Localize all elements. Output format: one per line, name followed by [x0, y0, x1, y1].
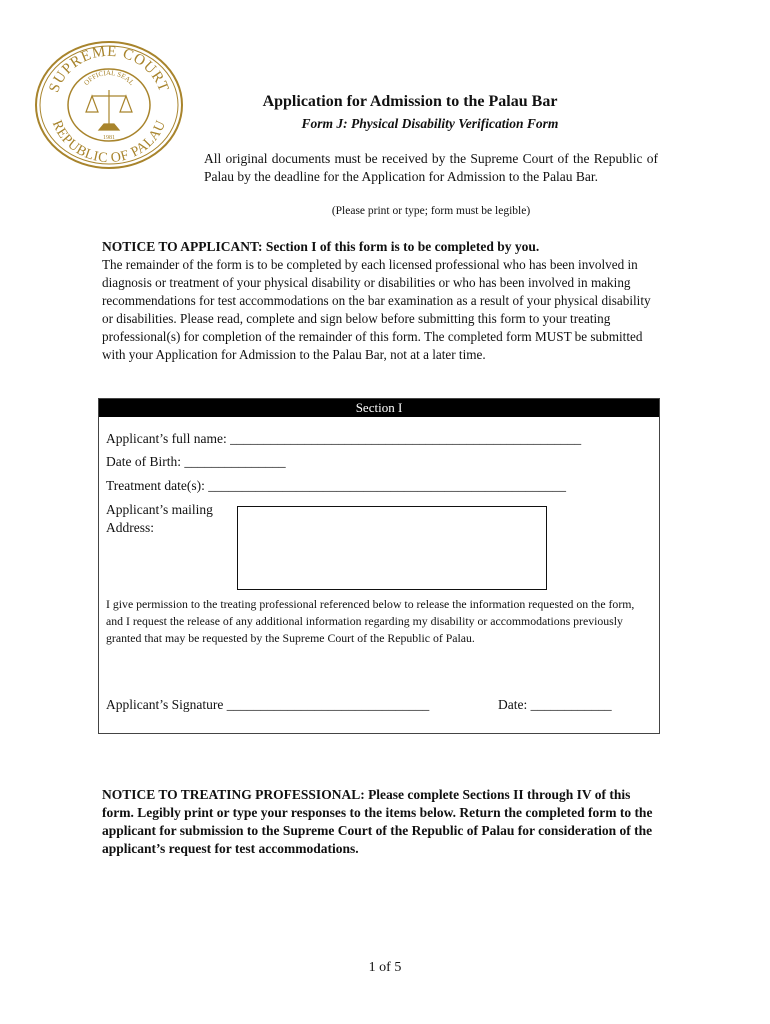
seal-year: 1981: [103, 135, 115, 141]
treatment-dates-label: Treatment date(s):: [106, 478, 205, 493]
full-name-label: Applicant’s full name:: [106, 431, 227, 446]
signature-line[interactable]: ______________________________: [226, 697, 430, 712]
signature-label: Applicant’s Signature: [106, 697, 224, 712]
section-1: [98, 398, 660, 734]
dob-line[interactable]: _______________: [184, 454, 286, 469]
signature-date-label: Date:: [498, 697, 528, 712]
signature-date-field[interactable]: [498, 697, 612, 713]
notice-applicant-heading: NOTICE TO APPLICANT: Section I of this form is to be completed by you.: [102, 239, 540, 254]
svg-text:OFFICIAL SEAL: [82, 69, 135, 87]
treatment-dates-field[interactable]: [106, 478, 566, 494]
permission-statement: I give permission to the treating professional referenced below to release the information requested on the form, and I request the release of any additional information regarding my disability or accommodations previously granted that may be requested by the Supreme Court of the Republic of Palau.: [106, 597, 635, 645]
full-name-field[interactable]: [106, 431, 581, 447]
form-subtitle: Form J: Physical Disability Verification Form: [301, 116, 559, 131]
seal-ring-top: SUPREME COURT: [46, 43, 172, 95]
scales-icon: [86, 90, 132, 130]
legibility-note: (Please print or type; form must be legible): [331, 205, 531, 217]
intro-paragraph: All original documents must be received by the Supreme Court of the Republic of Palau by the deadline for the Application for Admission to the Palau Bar.: [204, 151, 658, 184]
page-title: Application for Admission to the Palau Bar: [262, 93, 558, 110]
mailing-address-label: [106, 501, 213, 537]
court-seal-icon: [34, 40, 184, 170]
mailing-address-box[interactable]: [237, 506, 547, 590]
court-seal: [34, 40, 184, 170]
signature-field[interactable]: [106, 697, 429, 713]
page-number: 1 of 5: [368, 960, 402, 975]
seal-inner-top: OFFICIAL SEAL: [82, 68, 136, 87]
signature-date-line[interactable]: ____________: [530, 697, 612, 712]
full-name-line[interactable]: ____________________________________________________: [230, 431, 582, 446]
mailing-address-label-line2: Address:: [106, 520, 154, 535]
dob-field[interactable]: [106, 454, 286, 470]
treatment-dates-line[interactable]: _____________________________________________________: [208, 478, 566, 493]
notice-professional: NOTICE TO TREATING PROFESSIONAL: Please complete Sections II through IV of this form. Legibly print or type your responses to the items below. Return the completed form to the applicant for submission to the Supreme Court of the Republic of Palau for consideration of the applicant’s request for test accommodations.: [102, 787, 653, 856]
notice-applicant-body: The remainder of the form is to be completed by each licensed professional who has been involved in diagnosis or treatment of your physical disability or disabilities or who has been involved in making recommendations for test accommodations on the bar examination as a result of your physical disability or disabilities. Please read, complete and sign below before submitting this form to your treating professional(s) for completion of the remainder of this form. The completed form MUST be submitted with your Application for Admission to the Palau Bar, not at a later time.: [102, 257, 651, 362]
seal-ring-bottom: REPUBLIC OF PALAU: [48, 118, 170, 167]
section-1-header: Section I: [99, 399, 659, 417]
dob-label: Date of Birth:: [106, 454, 181, 469]
mailing-address-label-line1: Applicant’s mailing: [106, 502, 213, 517]
